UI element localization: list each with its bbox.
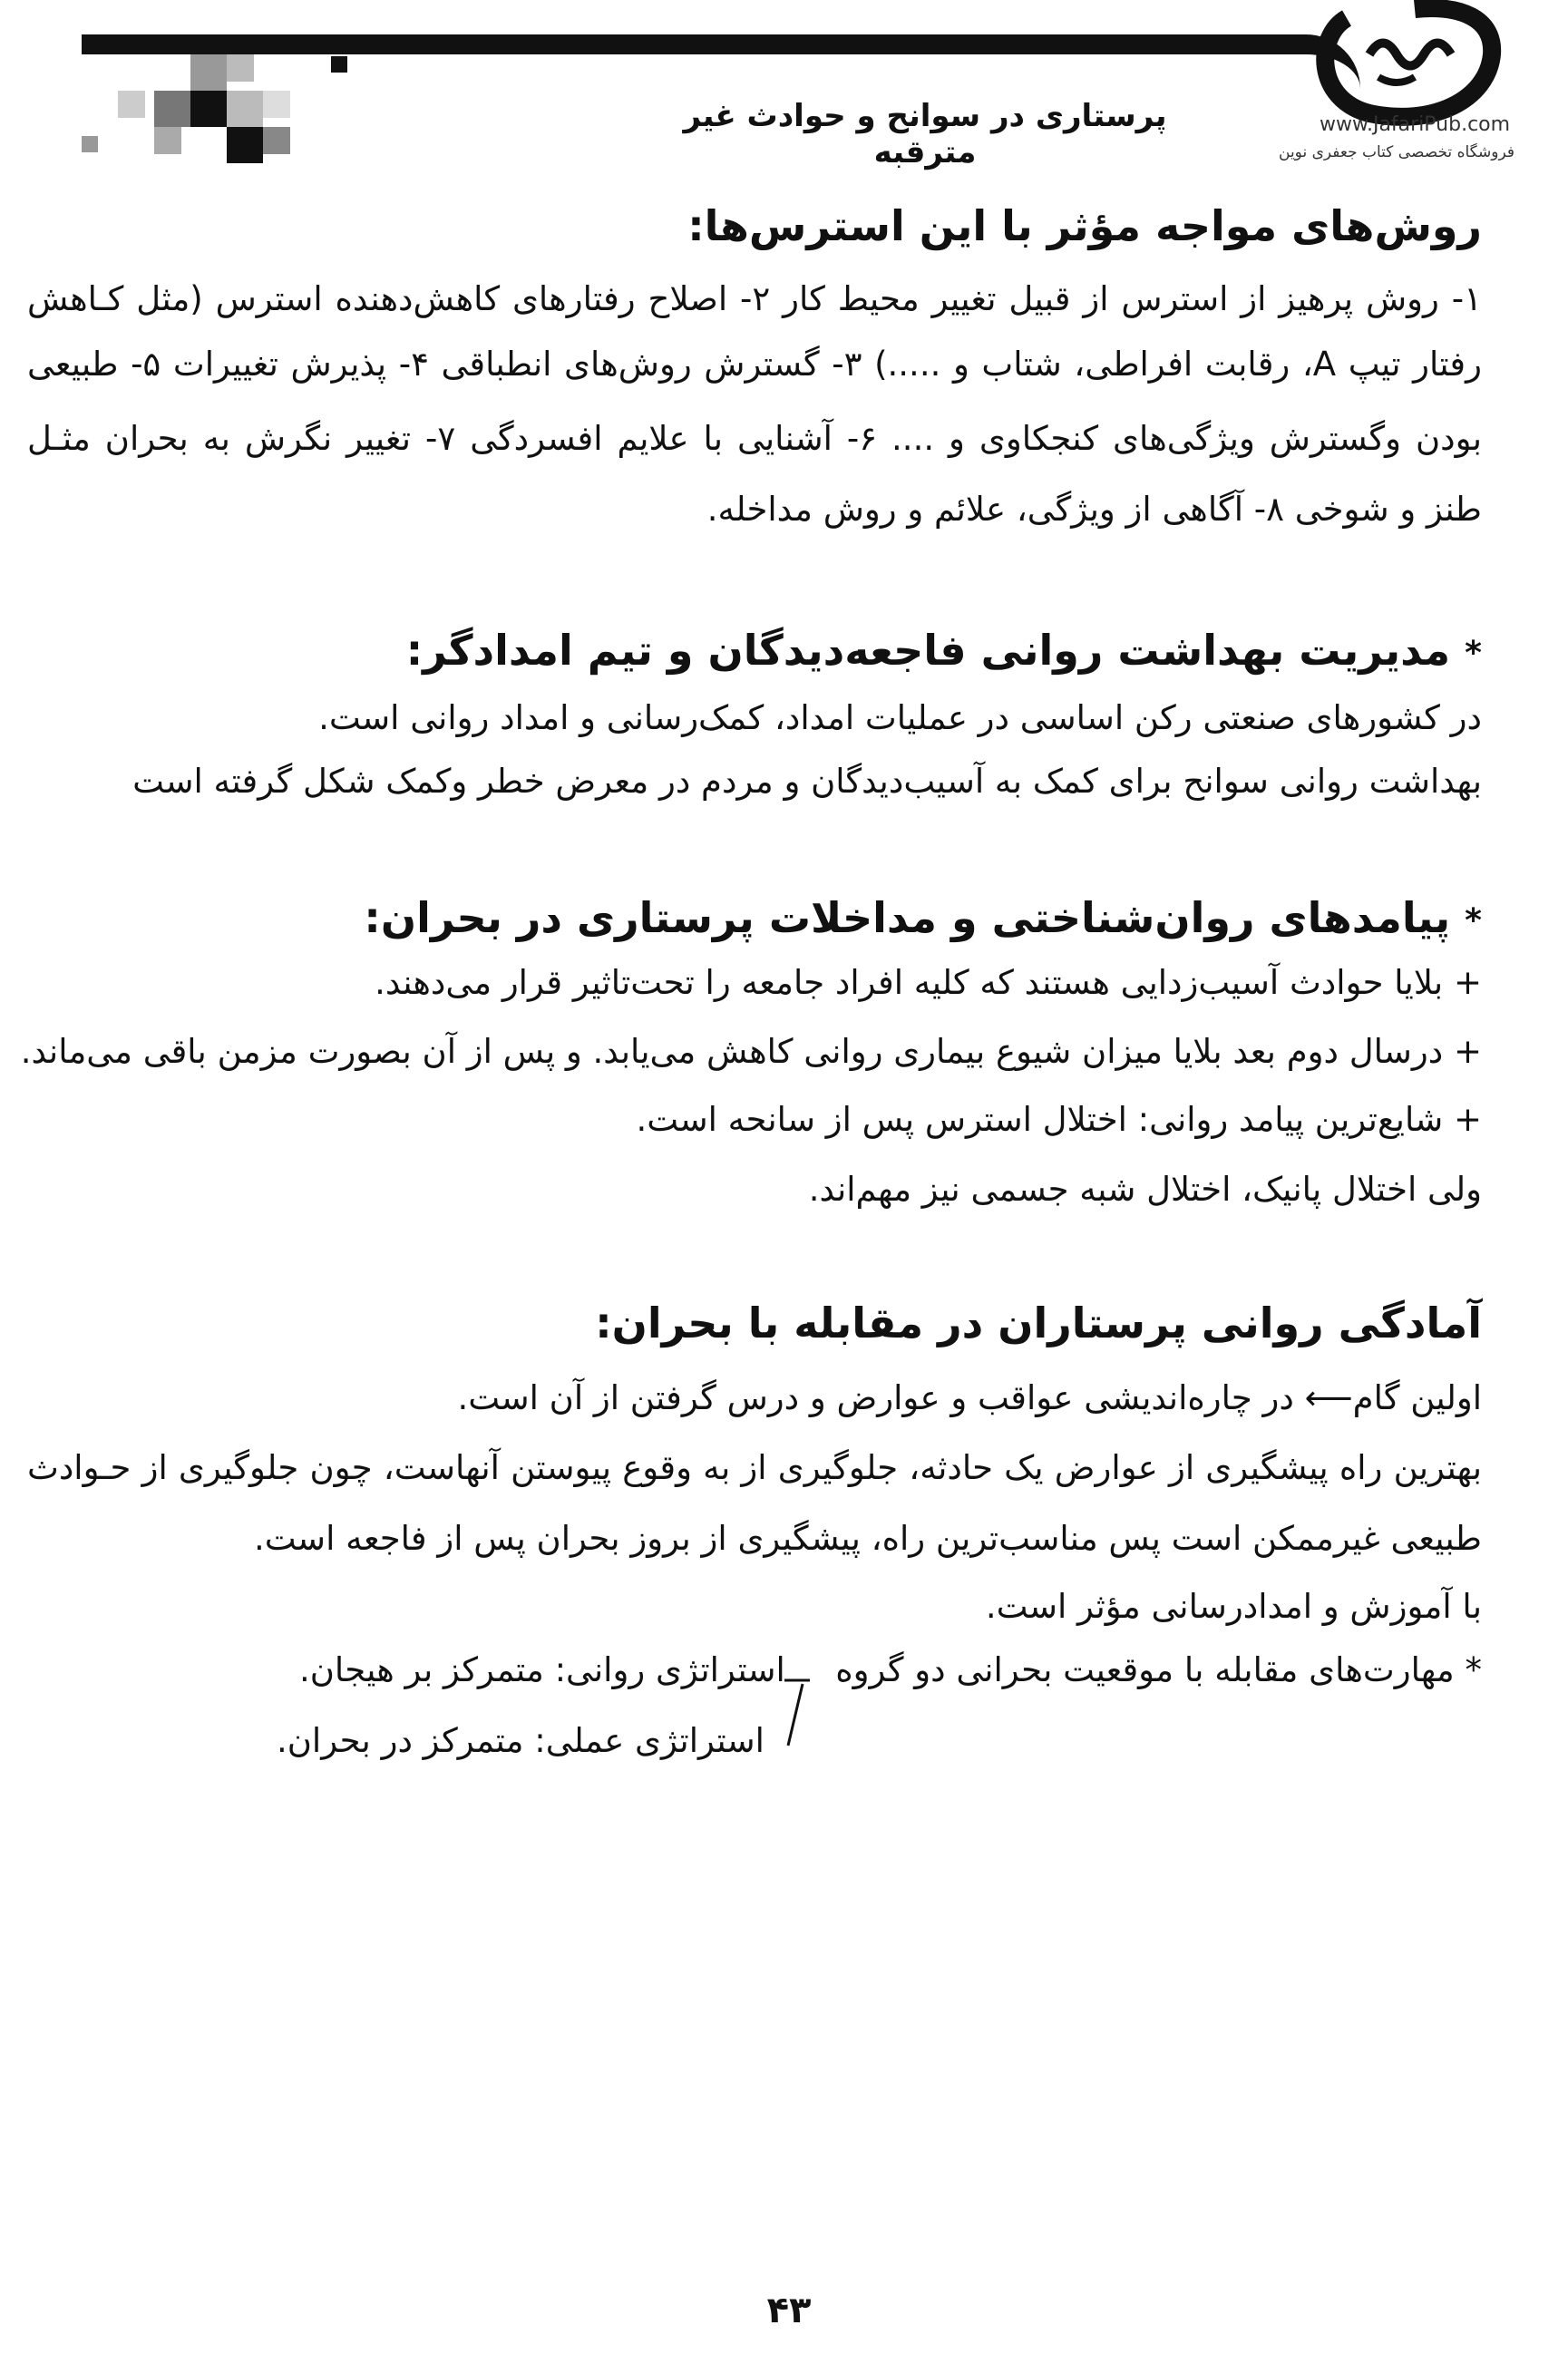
section-heading-coping-methods: روش‌های مواجه مؤثر با این استرس‌ها:	[687, 201, 1482, 250]
paragraph-line: بهداشت روانی سوانح برای کمک به آسیب‌دیدگان و مردم در معرض خطر وکمک شکل گرفته است	[132, 762, 1482, 801]
running-header-title: پرستاری در سوانح و حوادث غیر مترقبه	[683, 98, 1167, 170]
heading-text: مدیریت بهداشت روانی فاجعه‌دیدگان و تیم امدادگر:	[405, 626, 1451, 675]
paragraph-line: + شایع‌ترین پیامد روانی: اختلال استرس پس از سانحه است.	[636, 1100, 1482, 1139]
paragraph-line: + درسال دوم بعد بلایا میزان شیوع بیماری روانی کاهش می‌یابد. و پس از آن بصورت مزمن باقی می‌ماند.	[20, 1032, 1482, 1071]
publisher-tagline: فروشگاه تخصصی کتاب جعفری نوین	[1279, 143, 1514, 161]
paragraph-line: با آموزش و امدادرسانی مؤثر است.	[985, 1587, 1482, 1626]
section-heading-psychological-outcomes	[364, 893, 1482, 942]
paragraph-line: + بلایا حوادث آسیب‌زدایی هستند که کلیه افراد جامعه را تحت‌تاثیر قرار می‌دهند.	[375, 963, 1482, 1002]
paragraph-line: ولی اختلال پانیک، اختلال شبه جسمی نیز مهم‌اند.	[808, 1170, 1482, 1209]
paragraph-line: ۱- روش پرهیز از استرس از قبیل تغییر محیط کار ۲- اصلاح رفتارهای کاهش‌دهنده استرس (مثل کـاهش	[27, 279, 1483, 318]
paragraph-line: اولین گام⟵ در چاره‌اندیشی عواقب و عوارض و درس گرفتن از آن است.	[457, 1378, 1482, 1417]
section-heading-mental-health-management	[406, 626, 1482, 675]
strategy-emotional: استراتژی روانی: متمرکز بر هیجان.	[299, 1650, 785, 1689]
section-heading-nurses-readiness: آمادگی روانی پرستاران در مقابله با بحران:	[595, 1299, 1482, 1347]
paragraph-line: رفتار تیپ A، رقابت افراطی، شتاب و .....) ۳- گسترش روش‌های انطباقی ۴- پذیرش تغییرات ۵- طبیعی	[27, 345, 1482, 384]
skills-line: * مهارت‌های مقابله با موقعیت بحرانی دو گروه	[835, 1650, 1482, 1689]
asterisk-bullet: *	[1465, 902, 1482, 939]
paragraph-line: طنز و شوخی ۸- آگاهی از ویژگی، علائم و روش مداخله.	[706, 490, 1482, 529]
asterisk-bullet: *	[1465, 635, 1482, 672]
paragraph-line: بهترین راه پیشگیری از عوارض یک حادثه، جلوگیری از به وقوع پیوستن آنهاست، چون جلوگیری از حـوادث	[27, 1448, 1482, 1487]
publisher-url: www.JafariPub.com	[1320, 113, 1511, 136]
page-number: ۴۳	[766, 2290, 812, 2331]
paragraph-line: طبیعی غیرممکن است پس مناسب‌ترین راه، پیشگیری از بروز بحران پس از فاجعه است.	[253, 1519, 1482, 1558]
paragraph-line: بودن وگسترش ویژگی‌های کنجکاوی و .... ۶- آشنایی با علایم افسردگی ۷- تغییر نگرش به بحران مثـل	[27, 419, 1483, 458]
strategy-practical: استراتژی عملی: متمرکز در بحران.	[277, 1721, 765, 1760]
paragraph-line: در کشورهای صنعتی رکن اساسی در عملیات امداد، کمک‌رسانی و امداد روانی است.	[318, 698, 1482, 737]
heading-text: پیامدهای روان‌شناختی و مداخلات پرستاری در بحران:	[364, 893, 1451, 942]
header-bar	[82, 34, 1306, 54]
